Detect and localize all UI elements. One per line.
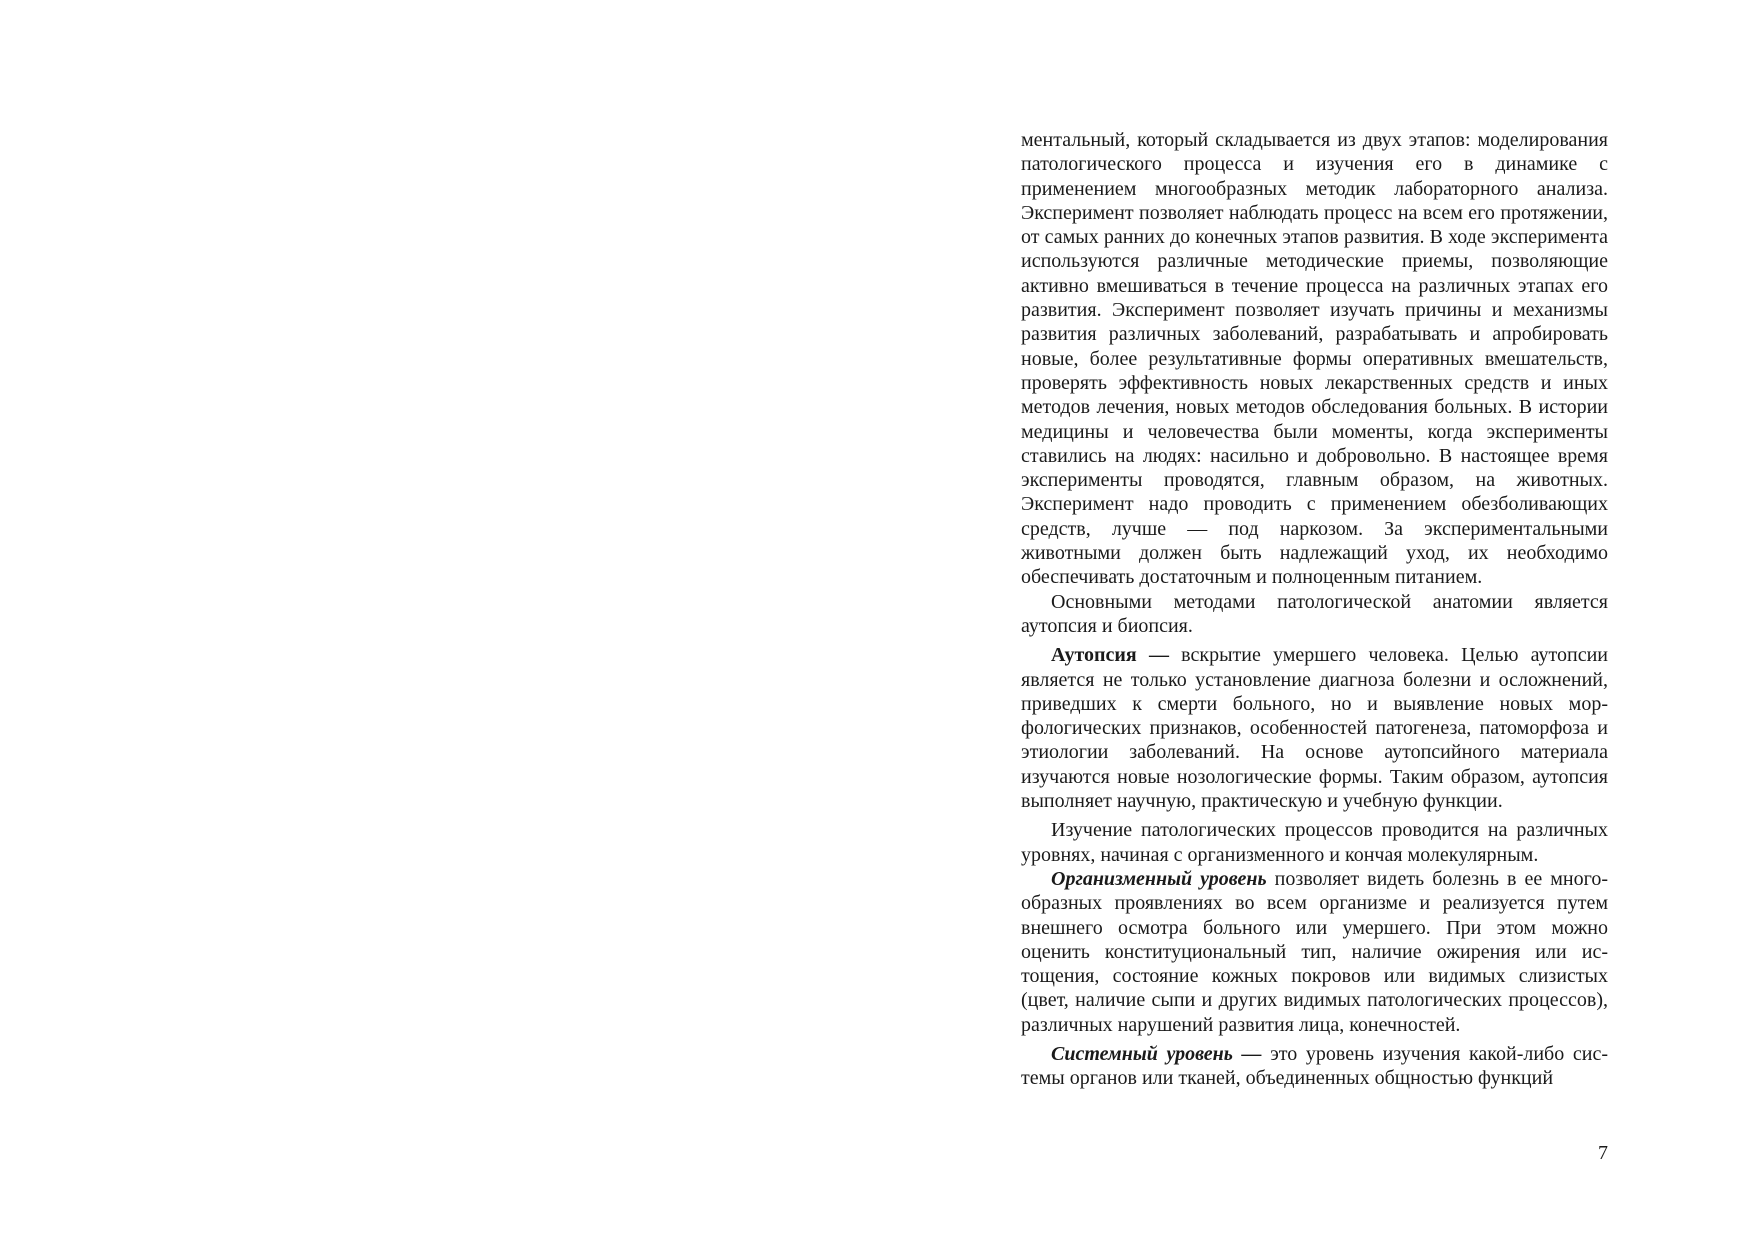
paragraph-text: Изучение патологических процессов проводится на различных уровнях, начиная с организменного и кончая молекулярным. <box>1021 819 1608 866</box>
paragraph-text: это уровень изучения какой-либо системы органов или тканей, объединенных общностью функций <box>1021 1042 1608 1090</box>
paragraph-levels <box>1021 818 1608 867</box>
term-system-level: Системный уровень — <box>1051 1042 1262 1065</box>
page-number: 7 <box>1598 1142 1608 1164</box>
paragraph-methods <box>1021 590 1608 639</box>
paragraph-text: вскрытие умершего человека. Целью аутопсии является не только установление диагноза болезни и осложнений, приведших к смерти больного, но и выявление новых морфологических признаков, особенностей патогенеза, патоморфоза и этиологии заболеваний. На основе аутопсийного материала изучаются новые нозологические формы. Таким образом, аутопсия выполняет научную, практическую и учебную функции. <box>1021 644 1608 813</box>
term-autopsy: Аутопсия — <box>1051 644 1169 667</box>
paragraph-organism-level <box>1021 867 1608 1037</box>
paragraph-text: ментальный, который складывается из двух этапов: моделирования патологического процесса и изучения его в динамике с применением многообразных методик лабораторного анализа. Эксперимент позволяет наблюдать процесс на всем его протяжении, от самых ранних до конечных этапов развития. В ходе эксперимента используются различные методические приемы, позволяющие активно вмешиваться в течение процесса на различных этапах его развития. Эксперимент позволяет изучать причины и механизмы развития различных заболеваний, разрабатывать и апробировать новые, более результативные формы оперативных вмешательств, проверять эффективность новых лекарственных средств и иных методов лечения, новых методов обследования больных. В истории медицины и человечества были моменты, когда эксперименты ставились на людях: насильно и добровольно. В настоящее время эксперименты проводятся, главным образом, на животных. Эксперимент надо проводить с применением обезболивающих средств, лучше — под наркозом. За экспериментальными животными должен быть надлежащий уход, их необходимо обеспечивать достаточным и полноценным питанием. <box>1021 129 1608 589</box>
text-column <box>1021 128 1608 1091</box>
paragraph-text: позволяет видеть болезнь в ее многообразных проявлениях во всем организме и реализуется путем внешнего осмотра больного или умершего. При этом можно оценить конституциональный тип, наличие ожирения или истощения, состояние кожных покровов или видимых слизистых (цвет, наличие сыпи и других видимых патологических процессов), различных нарушений развития лица, конечностей. <box>1021 867 1608 1036</box>
paragraph-experiment <box>1021 128 1608 590</box>
paragraph-autopsy <box>1021 643 1608 813</box>
paragraph-text: Основными методами патологической анатомии является аутопсия и биопсия. <box>1021 590 1608 637</box>
paragraph-system-level <box>1021 1042 1608 1091</box>
term-organism-level: Организменный уровень <box>1051 867 1267 890</box>
